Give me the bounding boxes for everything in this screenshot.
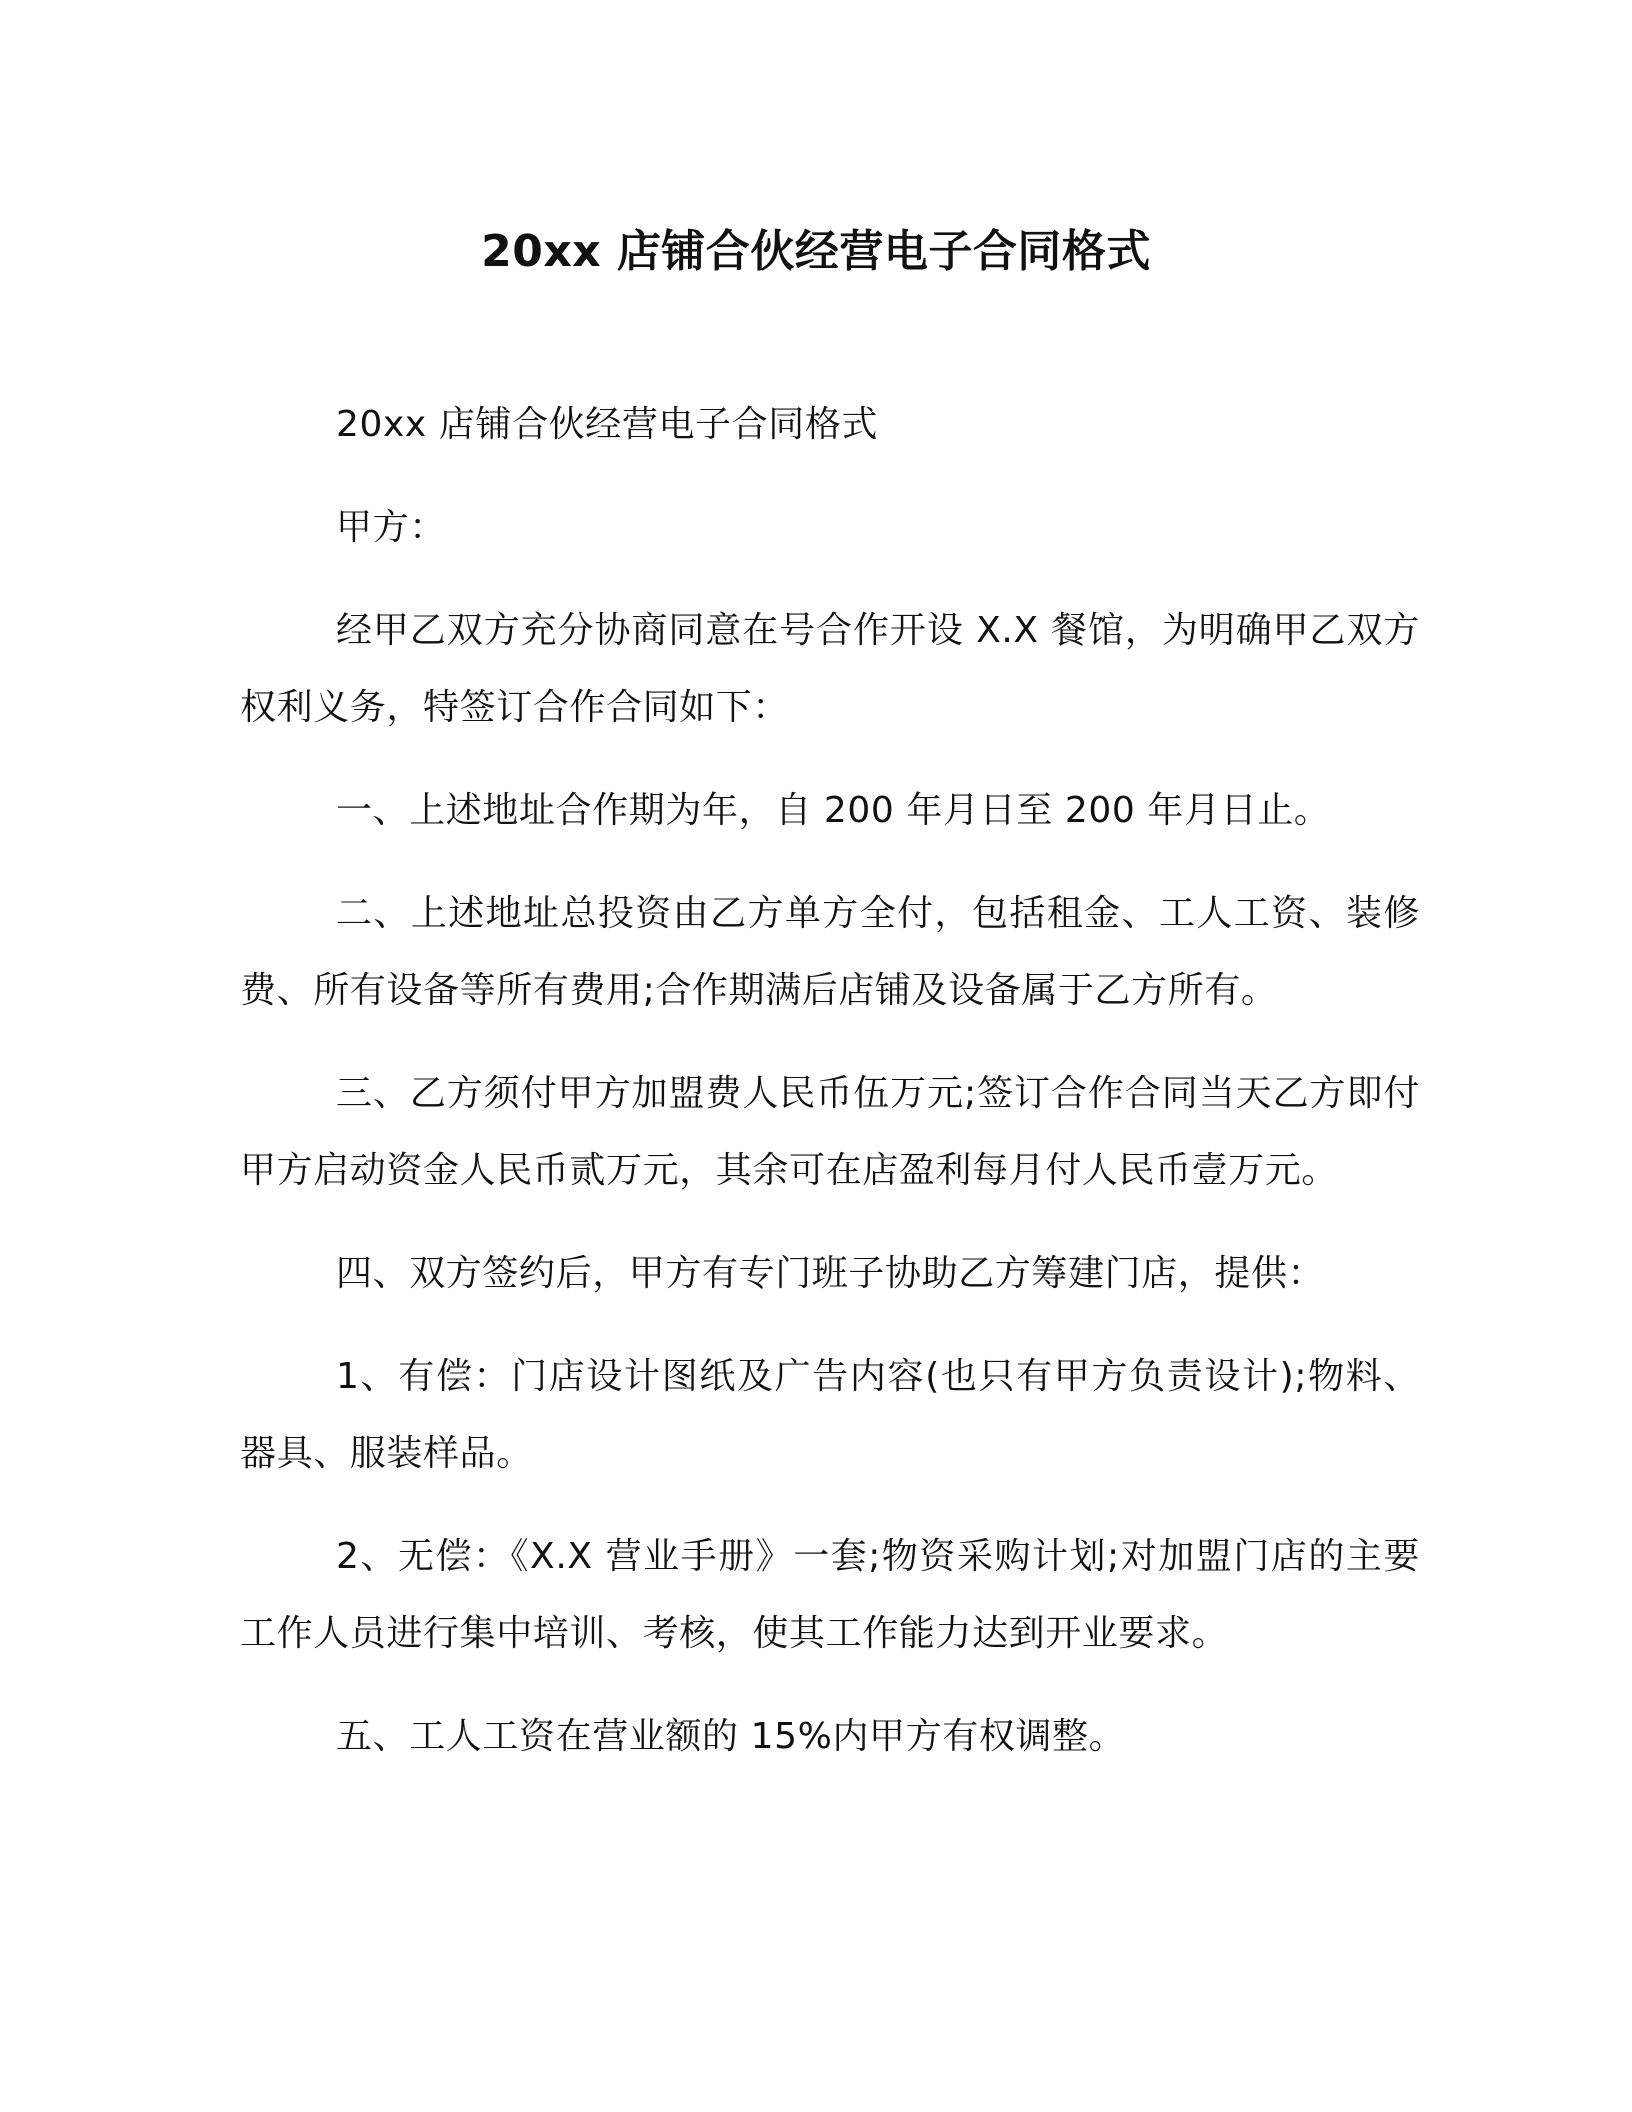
paragraph-clause-4-item-2: 2、无偿：《X.X 营业手册》一套;物资采购计划;对加盟门店的主要工作人员进行集中培训、考核，使其工作能力达到开业要求。 bbox=[240, 1536, 1420, 1654]
paragraph-party-a: 甲方： bbox=[336, 507, 446, 548]
paragraph-clause-5: 五、工人工资在营业额的 15%内甲方有权调整。 bbox=[336, 1716, 1126, 1757]
paragraph-clause-3: 三、乙方须付甲方加盟费人民币伍万元;签订合作合同当天乙方即付甲方启动资金人民币贰万元，其余可在店盈利每月付人民币壹万元。 bbox=[240, 1073, 1420, 1191]
document-title: 20xx 店铺合伙经营电子合同格式 bbox=[481, 226, 1151, 277]
paragraph-clause-4-item-1: 1、有偿：门店设计图纸及广告内容(也只有甲方负责设计);物料、器具、服装样品。 bbox=[240, 1356, 1420, 1474]
document-body bbox=[240, 386, 1420, 1801]
paragraph-clause-2: 二、上述地址总投资由乙方单方全付，包括租金、工人工资、装修费、所有设备等所有费用;合作期满后店铺及设备属于乙方所有。 bbox=[240, 893, 1420, 1011]
paragraph-clause-4: 四、双方签约后，甲方有专门班子协助乙方筹建门店，提供： bbox=[336, 1253, 1325, 1294]
paragraph-heading: 20xx 店铺合伙经营电子合同格式 bbox=[336, 404, 879, 445]
paragraph-clause-1: 一、上述地址合作期为年，自 200 年月日至 200 年月日止。 bbox=[336, 790, 1331, 831]
paragraph-preamble: 经甲乙双方充分协商同意在号合作开设 X.X 餐馆，为明确甲乙双方权利义务，特签订合作合同如下： bbox=[240, 610, 1420, 728]
